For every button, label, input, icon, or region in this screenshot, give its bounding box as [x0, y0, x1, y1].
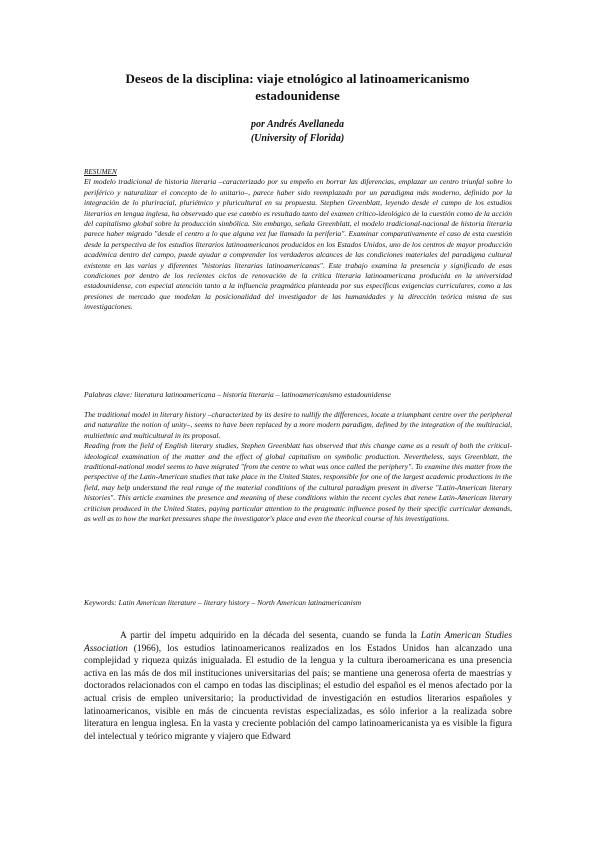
abstract-paragraph-2: Reading from the field of English literary studies, Stephen Greenblatt has observed that this change came as a result of both the critical-ideological examination of the matter and the effect of global capitalism on symbolic production. Nevertheless, says Greenblatt, the traditional-national model seems to have migrated "from the centre to what was once called the periphery". To examine this matter from the perspective of the Latin-American studies that take place in the United States, responsible for one of the largest academic productions in the field, may help understand the real range of the material conditions of the cultural paradigm present in diverse "Latin-American literary histories". This article examines the presence and meaning of these conditions within the recent cycles that renew Latin-American literary criticism produced in the United States, paying particular attention to the pragmatic influence posed by their specific curricular demands, as well as to how the market pressures shape the investigator's place and even the theorical course of his investigations. — [84, 441, 512, 524]
journal-name: Latin American Studies Association — [84, 631, 512, 654]
body-text-part-1: A partir del ímpetu adquirido en la década del sesenta, cuando se funda la — [120, 631, 421, 641]
palabras-clave-text: Palabras clave: literatura latinoamericana – historia literaria – latinoamericanismo estadounidense — [84, 390, 391, 399]
abstract-english — [84, 410, 512, 524]
palabras-clave — [84, 390, 512, 400]
body-text-part-2: (1966), los estudios latinoamericanos realizados en los Estados Unidos han alcanzado una complejidad y riqueza quizás inigualada. El estudio de la lengua y la cultura iberoamericana es una presencia activa en las más de dos mil instituciones universitarias del país; se mantiene una generosa oferta de maestrías y doctorados relacionados con el campo en todas las disciplinas; el estudio del español es el menos afectado por la actual crisis de empleo universitario; la productividad de investigación en estudios literarios españoles y latinoamericanos, visible en más de cincuenta revistas especializadas, es sólo inferior a la realizada sobre literatura en lengua inglesa. En la vasta y creciente población del campo latinoamericanista ya es visible la figura del intelectual y teórico migrante y viajero que Edward — [84, 643, 512, 742]
resumen-text: El modelo tradicional de historia literaria –caracterizado por su empeño en borrar las diferencias, emplazar un centro triunfal sobre lo periférico y naturalizar el concepto de lo unitario–, parece haber sido reemplazado por un paradigma más moderno, definido por la integración de lo pluriracial, pluriétnico y pluricultural en su propuesta. Stephen Greenblatt, leyendo desde el campo de los estudios literarios en lengua inglesa, ha observado que ese cambio es resultado tanto del examen crítico-ideológico de la cuestión como de la acción del capitalismo global sobre la producción simbólica. Sin embargo, señala Greenblatt, el modelo tradicional-nacional de historia literaria parece haber migrado "desde el centro a lo que alguna vez fue llamado la periferia". Examinar comparativamente el caso de esta cuestión desde la perspectiva de los estudios literarios latinoamericanos producidos en los Estados Unidos, uno de los centros de mayor producción académica dentro del campo, puede ayudar a comprender los verdaderos alcances de las condiciones materiales del paradigma cultural existente en las varias y diferentes "historias literarias latinoamericanas". Este trabajo examina la presencia y significado de esas condiciones por dentro de los recientes ciclos de renovación de la crítica literaria latinoamericana producida en la universidad estadounidense, con especial atención tanto a la influencia pragmática planteada por sus específicas exigencias curriculares, como a las presiones de mercado que modelan la posicionalidad del investigador de las humanidades y la dirección teórica misma de sus investigaciones. — [84, 177, 512, 312]
resumen-section — [84, 167, 512, 313]
byline — [105, 118, 490, 146]
author-name: por Andrés Avellaneda — [251, 119, 344, 130]
abstract-paragraph-1: The traditional model in literary history –characterized by its desire to nullify the differences, locate a triumphant centre over the peripheral and naturalize the notion of unity–, seems to have been replaced by a more modern paradigm, defined by the integration of the multiracial, multiethnic and multicultural in its proposal. — [84, 410, 512, 440]
keywords — [84, 598, 512, 608]
keywords-text: Keywords: Latin American literature – literary history – North American latinamericanism — [84, 598, 362, 607]
article-title: Deseos de la disciplina: viaje etnológico al latinoamericanismo estadounidense — [125, 71, 470, 103]
resumen-label: RESUMEN — [84, 168, 117, 176]
body-paragraph — [84, 630, 512, 743]
author-affiliation: (University of Florida) — [250, 133, 345, 144]
